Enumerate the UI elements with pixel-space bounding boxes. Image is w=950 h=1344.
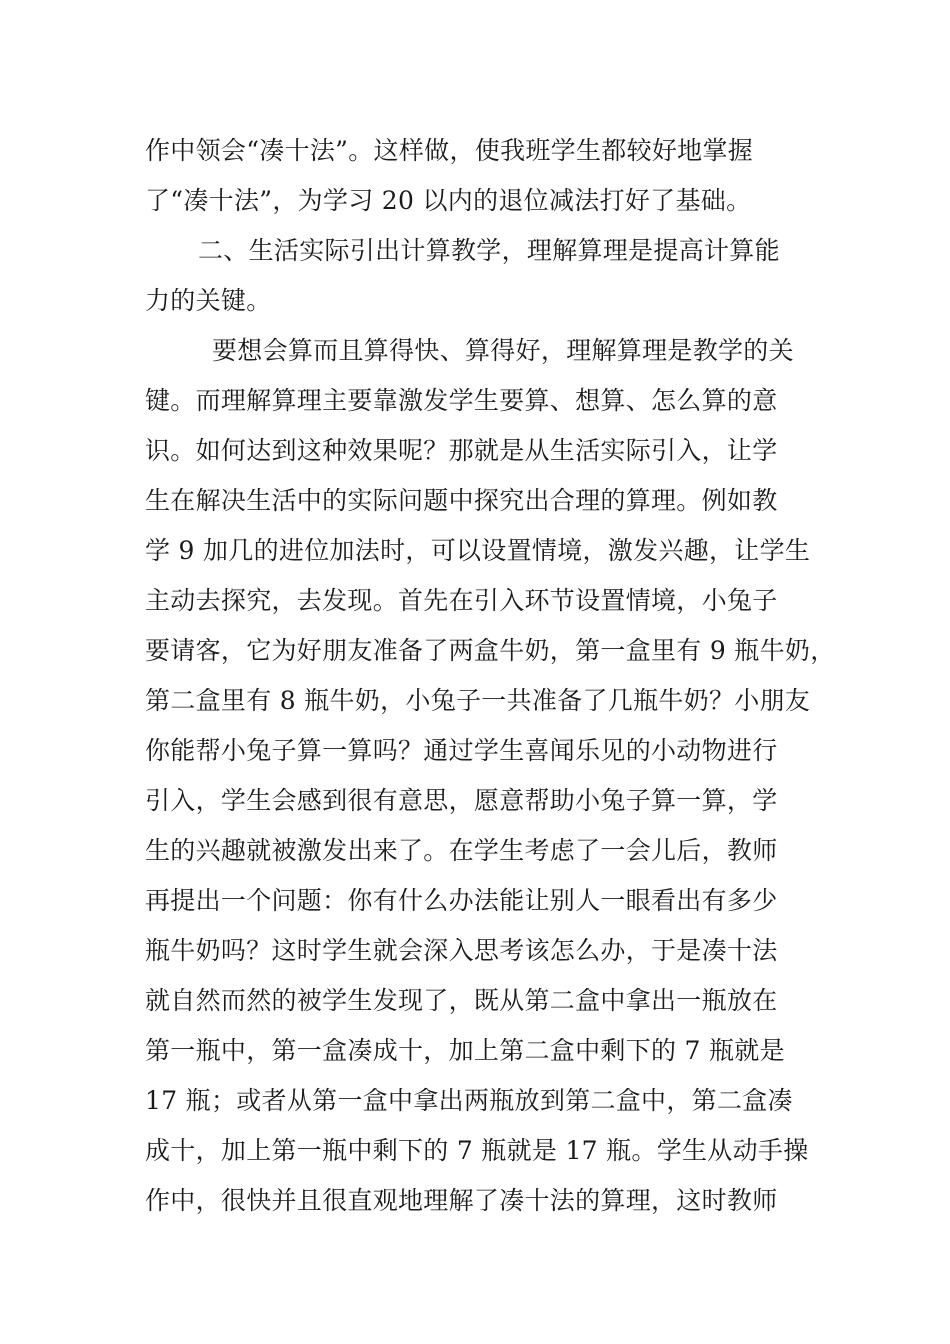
text-line: 17 瓶；或者从第一盒中拿出两瓶放到第二盒中，第二盒凑	[145, 1086, 793, 1115]
text-line: 瓶牛奶吗？这时学生就会深入思考该怎么办，于是凑十法	[145, 936, 778, 965]
section-heading-line: 力的关键。	[145, 286, 272, 315]
text-line: 了“凑十法”，为学习 20 以内的退位减法打好了基础。	[145, 186, 752, 215]
text-line: 学 9 加几的进位加法时，可以设置情境，激发兴趣，让学生	[145, 536, 811, 565]
text-line: 第一瓶中，第一盒凑成十，加上第二盒中剩下的 7 瓶就是	[145, 1036, 785, 1065]
text-line: 生在解决生活中的实际问题中探究出合理的算理。例如教	[145, 486, 778, 515]
text-line: 成十，加上第一瓶中剩下的 7 瓶就是 17 瓶。学生从动手操	[145, 1136, 809, 1165]
text-line: 作中领会“凑十法”。这样做，使我班学生都较好地掌握	[145, 136, 754, 165]
text-line: 引入，学生会感到很有意思，愿意帮助小兔子算一算，学	[145, 786, 778, 815]
text-line: 第二盒里有 8 瓶牛奶，小兔子一共准备了几瓶牛奶？小朋友	[145, 686, 811, 715]
text-line: 作中，很快并且很直观地理解了凑十法的算理，这时教师	[145, 1186, 778, 1215]
text-line: 生的兴趣就被激发出来了。在学生考虑了一会儿后，教师	[145, 836, 778, 865]
text-line: 键。而理解算理主要靠激发学生要算、想算、怎么算的意	[145, 386, 778, 415]
text-line: 要请客，它为好朋友准备了两盒牛奶，第一盒里有 9 瓶牛奶，	[145, 636, 836, 665]
text-line: 你能帮小兔子算一算吗？通过学生喜闻乐见的小动物进行	[145, 736, 778, 765]
section-heading-line: 二、生活实际引出计算教学，理解算理是提高计算能	[198, 236, 780, 265]
text-line: 主动去探究，去发现。首先在引入环节设置情境，小兔子	[145, 586, 778, 615]
text-line: 再提出一个问题：你有什么办法能让别人一眼看出有多少	[145, 886, 778, 915]
text-line: 就自然而然的被学生发现了，既从第二盒中拿出一瓶放在	[145, 986, 778, 1015]
text-line: 识。如何达到这种效果呢？那就是从生活实际引入，让学	[145, 436, 778, 465]
paragraph-first-line: 要想会算而且算得快、算得好，理解算理是教学的关	[212, 336, 794, 365]
